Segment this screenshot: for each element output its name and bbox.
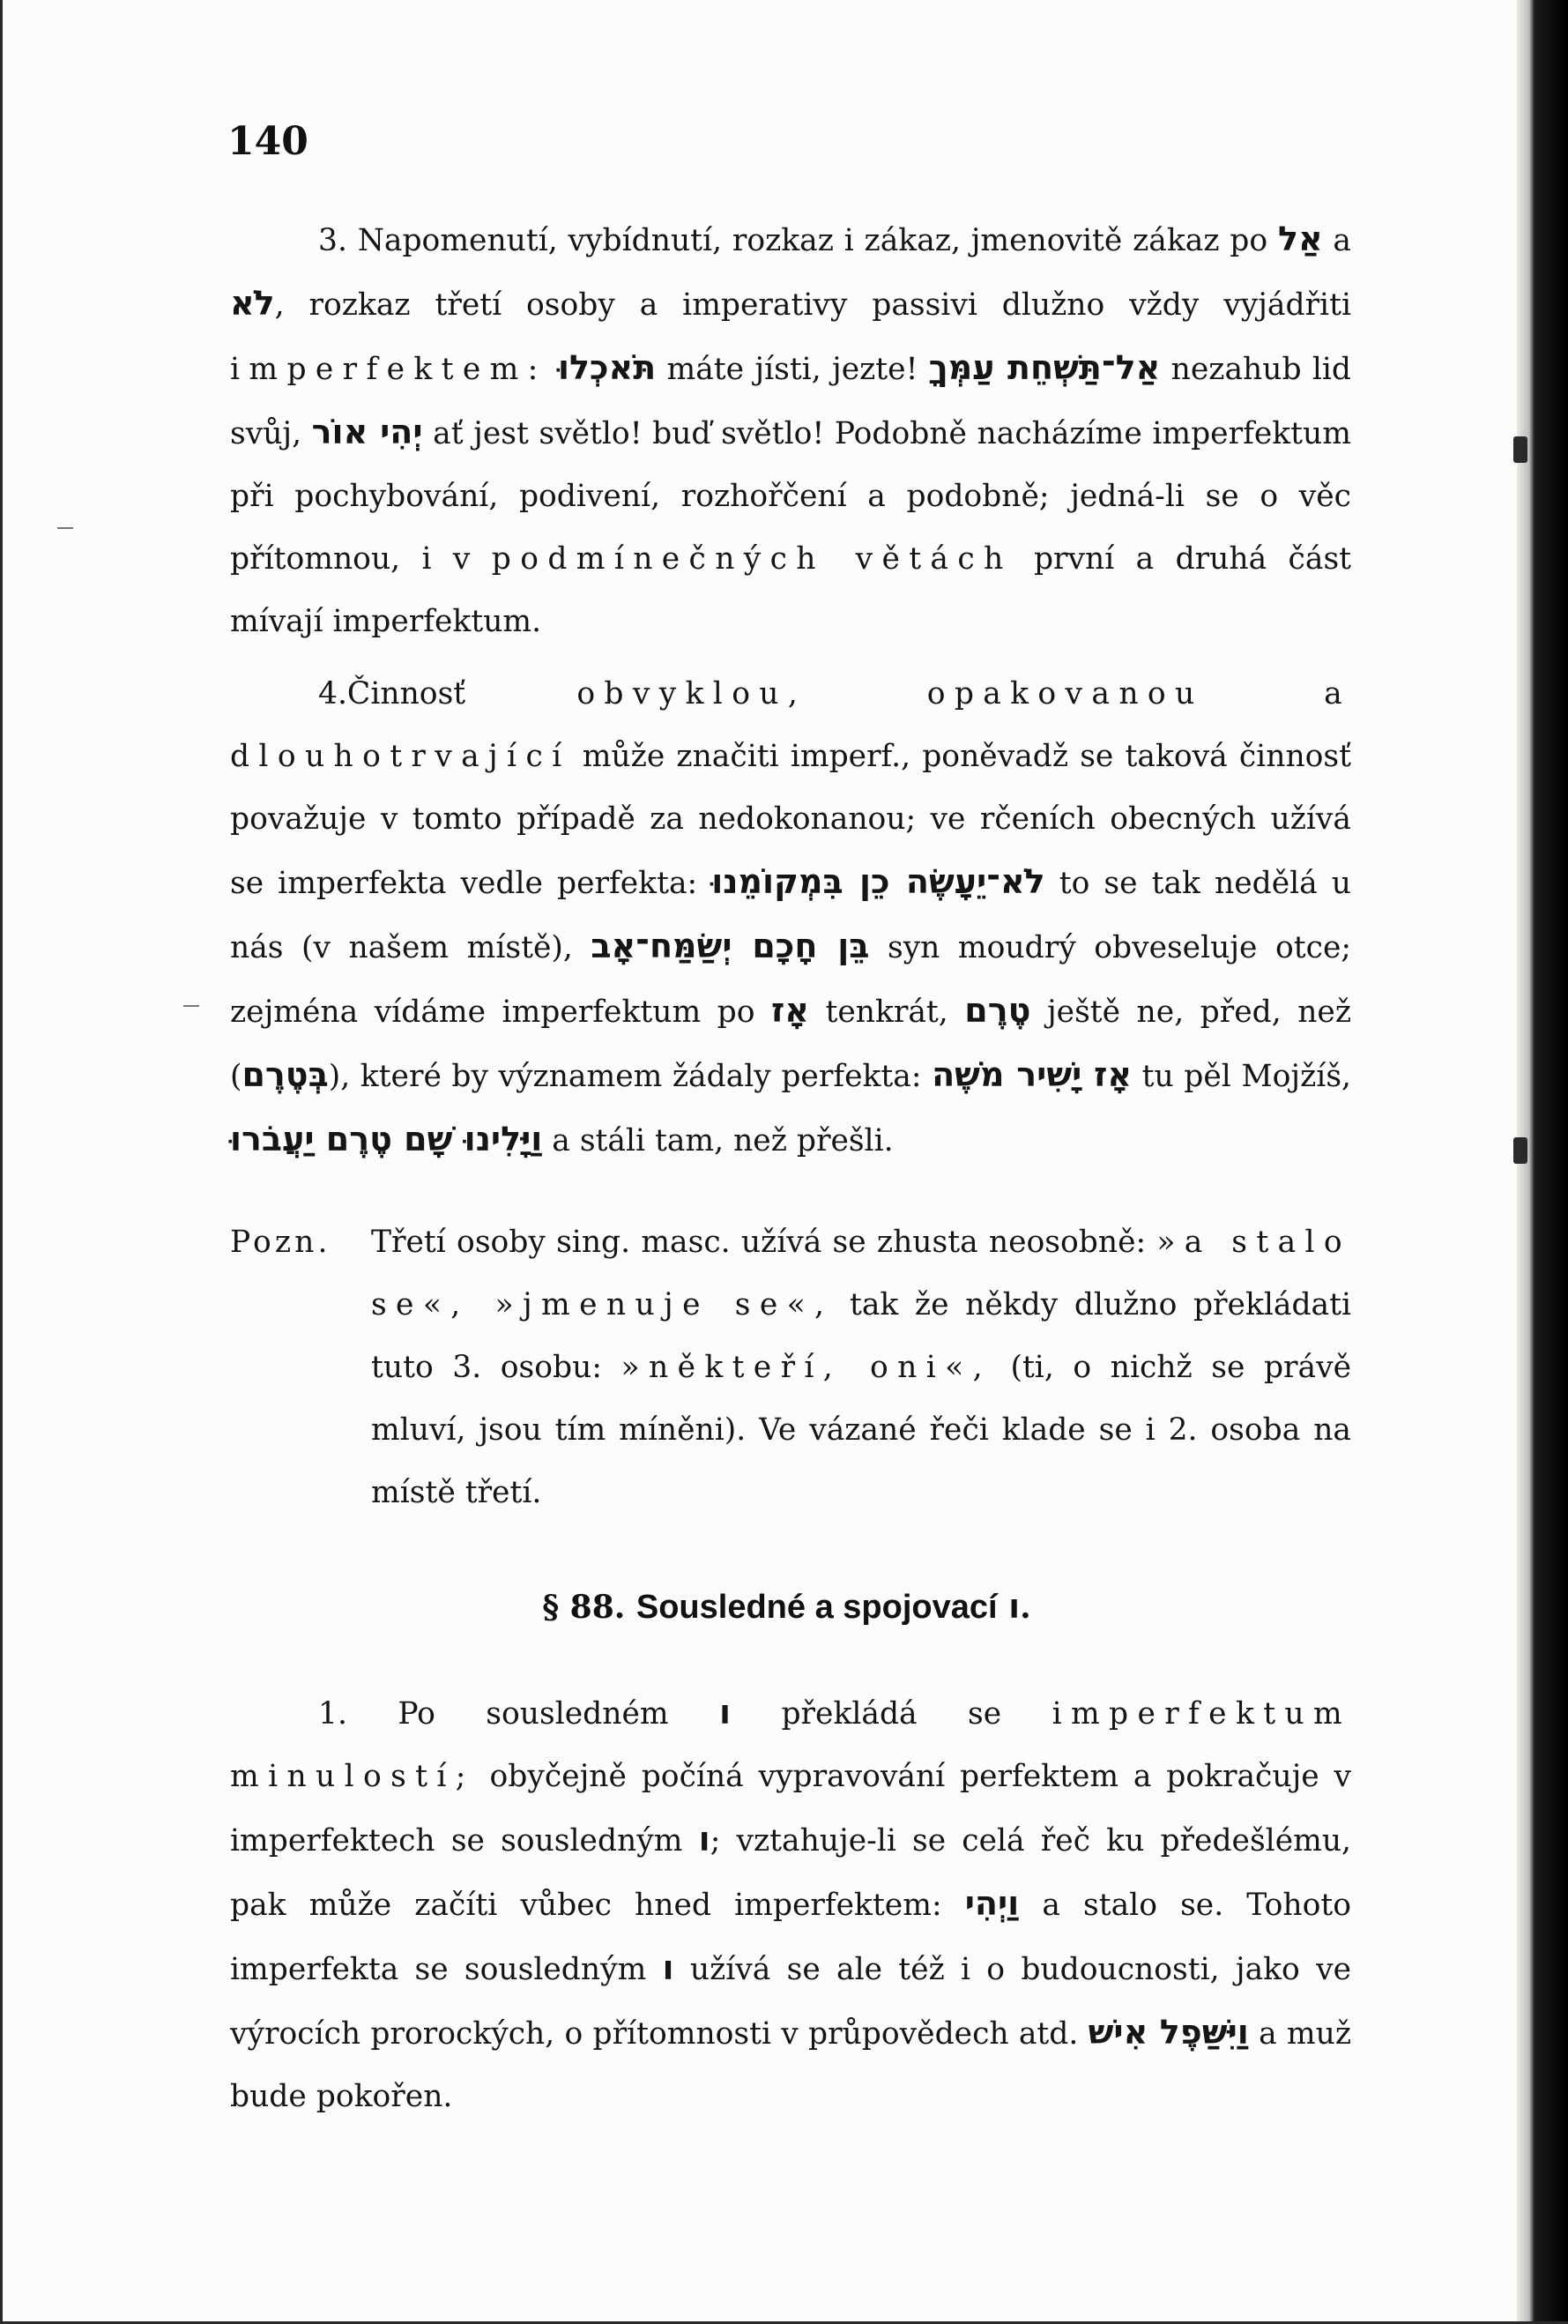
spaced-text: imperfektem:	[230, 352, 547, 387]
body-text: a stalo se. Tohoto imperfekta se sousledným	[230, 1888, 1352, 1987]
hebrew-text: וַיָּלִינוּ שָׁם טֶרֶם יַעֲבֹרוּ	[230, 1120, 543, 1158]
body-text: a stáli tam, než přešli.	[552, 1123, 894, 1158]
hebrew-text: אָז	[771, 991, 809, 1030]
spaced-text: »a stalo se«, »jmenuje se«,	[371, 1225, 1351, 1322]
hebrew-text: לֹא	[230, 284, 275, 323]
paragraph-number: 3.	[318, 223, 347, 258]
body-text: tenkrát,	[825, 994, 948, 1030]
hebrew-text: ו	[662, 1948, 674, 1987]
paragraph-number: 4.	[318, 676, 347, 711]
body-text: užívá se ale též i o budoucnosti, jako ve výrocích prorockých, o přítomnosti v průpovědech atd.	[230, 1952, 1351, 2052]
hebrew-text: יְהִי אוֹר	[311, 413, 423, 451]
hebrew-text: לֹא־יֵעָשֶׂה כֵן בִּמְקוֹמֵנוּ	[711, 862, 1045, 901]
body-text: a muž bude pokořen.	[230, 2016, 1352, 2114]
body-text: , rozkaz třetí osoby a imperativy passivi dlužno vždy vyjádřiti	[274, 287, 1351, 323]
body-text: Třetí osoby sing. masc. užívá se zhusta neosobně:	[371, 1225, 1147, 1260]
hebrew-text: בֵּן חָכָם יְשַׂמַּח־אָב	[591, 927, 870, 965]
body-text: ; vztahuje-li se celá řeč ku předešlému, pak může začíti vůbec hned imperfektem:	[230, 1823, 1352, 1923]
body-text: tu pěl Mojžíš,	[1141, 1059, 1352, 1094]
hebrew-text: וַיְהִי	[964, 1884, 1020, 1923]
binding-mark	[1513, 1137, 1527, 1164]
body-text: Napomenutí, vybídnutí, rozkaz i zákaz, jmenovitě zákaz po	[357, 223, 1268, 258]
body-text: tak že někdy dlužno překládati tuto 3. osobu:	[371, 1287, 1351, 1385]
hebrew-text: בְּטֶרֶם	[242, 1055, 329, 1094]
note	[230, 1211, 1351, 1524]
body-text: může značiti imperf., poněvadž se taková činnosť považuje v tomto případě za nedokonanou; ve rčeních obecných užívá se imperfekta vedle perfekta:	[230, 739, 1351, 901]
section-paragraph-1	[230, 1681, 1351, 2128]
body-text: Činnosť	[346, 676, 466, 711]
body-text: syn moudrý obveseluje otce; zejména vídáme imperfektum po	[230, 930, 1351, 1030]
hebrew-text: ו	[698, 1820, 710, 1858]
spaced-text: podmínečných větách	[491, 541, 1013, 577]
spaced-text: »někteří, oni«,	[621, 1350, 992, 1385]
margin-mark	[183, 1005, 199, 1007]
hebrew-text: וַיִּשַּׁפֶל אִישׁ	[1088, 2013, 1249, 2052]
spaced-text: imperfektum minulostí;	[230, 1696, 1352, 1794]
section-end: .	[1020, 1589, 1031, 1626]
body-text: Po sousledném	[398, 1696, 669, 1732]
body-text: ať jest světlo! buď světlo! Podobně nacházíme imperfektum při pochybování, podivení, rozhořčení a podobně; jedná-li se o věc přítomnou, i v	[230, 416, 1351, 577]
body-text: máte jísti, jezte!	[666, 352, 918, 387]
hebrew-text: ו	[719, 1693, 732, 1732]
body-text: první a druhá část mívají imperfektum.	[230, 541, 1352, 639]
margin-mark	[57, 527, 73, 529]
hebrew-text: אַל־תַּשְׁחֵת עַמְּךָ	[928, 348, 1161, 387]
body-text: a	[1333, 223, 1351, 258]
hebrew-text: תֹּאכְלוּ	[557, 348, 657, 387]
binding-mark	[1513, 436, 1527, 463]
hebrew-text: טֶרֶם	[964, 991, 1031, 1030]
body-text: to se tak nedělá u nás (v našem místě),	[230, 866, 1351, 965]
body-text: ), které by významem žádaly perfekta:	[328, 1059, 922, 1094]
body-text: (ti, o nichž se právě mluví, jsou tím míněni). Ve vázané řeči klade se i 2. osoba na místě třetí.	[371, 1350, 1352, 1510]
section-symbol: § 88.	[542, 1589, 626, 1626]
hebrew-text: ו	[1008, 1587, 1021, 1626]
hebrew-text: אַל	[1277, 220, 1323, 258]
paragraph-3	[230, 208, 1351, 653]
body-text: ještě ne, před, než (	[230, 994, 1352, 1094]
section-heading	[3, 1587, 1568, 1627]
paragraph-4	[230, 663, 1351, 1173]
body-text: obyčejně počíná vypravování perfektem a pokračuje v imperfektech se sousledným	[230, 1759, 1351, 1858]
body-text: překládá se	[781, 1696, 1002, 1732]
body-text: nezahub lid svůj,	[230, 352, 1352, 451]
page-number: 140	[227, 119, 308, 164]
hebrew-text: אָז יָשִׁיר מֹשֶׁה	[932, 1055, 1133, 1094]
note-label: Pozn.	[230, 1225, 331, 1260]
paragraph-number: 1.	[318, 1696, 347, 1732]
spaced-text: obvyklou, opakovanou a dlouhotrvající	[230, 676, 1352, 774]
section-title: Sousledné a spojovací	[635, 1589, 998, 1626]
